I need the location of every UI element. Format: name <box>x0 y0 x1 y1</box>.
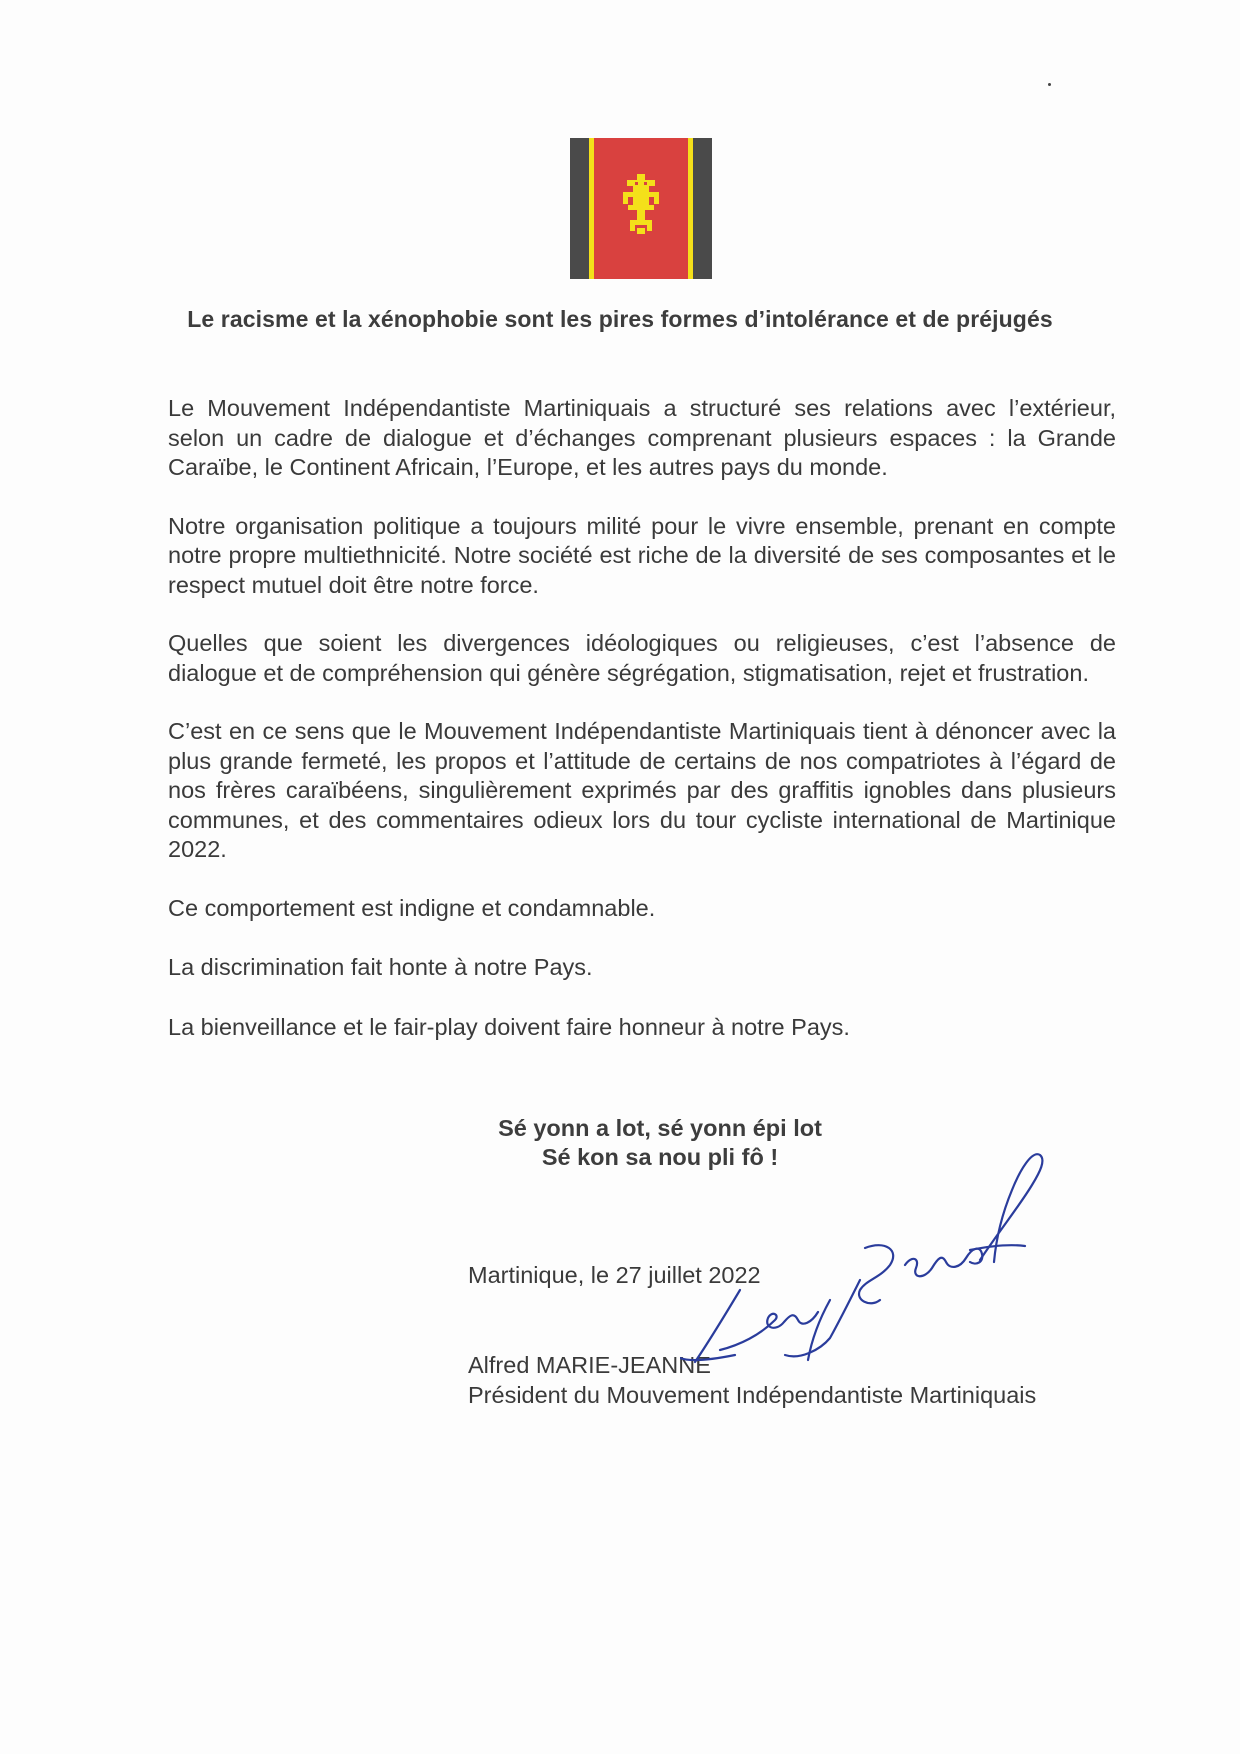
place-date: Martinique, le 27 juillet 2022 <box>468 1262 761 1288</box>
paragraph-discrimination: La discrimination fait honte à notre Pays. <box>168 954 593 980</box>
flag-right-yellow-stripe <box>688 138 693 279</box>
paragraph-bienveillance: La bienveillance et le fair-play doivent faire honneur à notre Pays. <box>168 1013 850 1040</box>
paragraph-relations: Le Mouvement Indépendantiste Martiniquais a structuré ses relations avec l’extérieur, selon un cadre de dialogue et d’échanges comprenant plusieurs espaces : la Grande Caraïbe, le Continent Africain, l’Europe, et les autres pays du monde. <box>168 395 1116 480</box>
motto-line-1: Sé yonn a lot, sé yonn épi lot <box>498 1115 822 1141</box>
paragraph-comportement: Ce comportement est indigne et condamnable. <box>168 894 656 921</box>
handwritten-signature <box>680 1150 1100 1390</box>
flag-left-yellow-stripe <box>589 138 594 279</box>
page-title: Le racisme et la xénophobie sont les pires formes d’intolérance et de préjugés <box>187 306 1053 332</box>
letter-body <box>168 394 1116 1072</box>
flag-emblem <box>570 138 712 279</box>
motto-line-2: Sé kon sa nou pli fô ! <box>541 1144 779 1170</box>
signer-name: Alfred MARIE-JEANNE <box>468 1352 711 1378</box>
paragraph-divergences: Quelles que soient les divergences idéologiques ou religieuses, c’est l’absence de dialogue et de compréhension qui génère ségrégation, stigmatisation, rejet et frustration. <box>168 630 1116 686</box>
paragraph-denonciation: C’est en ce sens que le Mouvement Indépendantiste Martiniquais tient à dénoncer avec la plus grande fermeté, les propos et l’attitude de certains de nos compatriotes à l’égard de nos frères caraïbéens, singulièrement exprimés par des graffitis ignobles dans plusieurs communes, et des commentaires odieux lors du tour cycliste international de Martinique 2022. <box>168 718 1116 862</box>
paragraph-organisation: Notre organisation politique a toujours milité pour le vivre ensemble, prenant en compte notre propre multiethnicité. Notre société est riche de la diversité de ses composantes et le respect mutuel doit être notre force. <box>168 512 1116 598</box>
scan-speck <box>1048 83 1051 86</box>
signer-role: Président du Mouvement Indépendantiste Martiniquais <box>468 1382 1037 1408</box>
